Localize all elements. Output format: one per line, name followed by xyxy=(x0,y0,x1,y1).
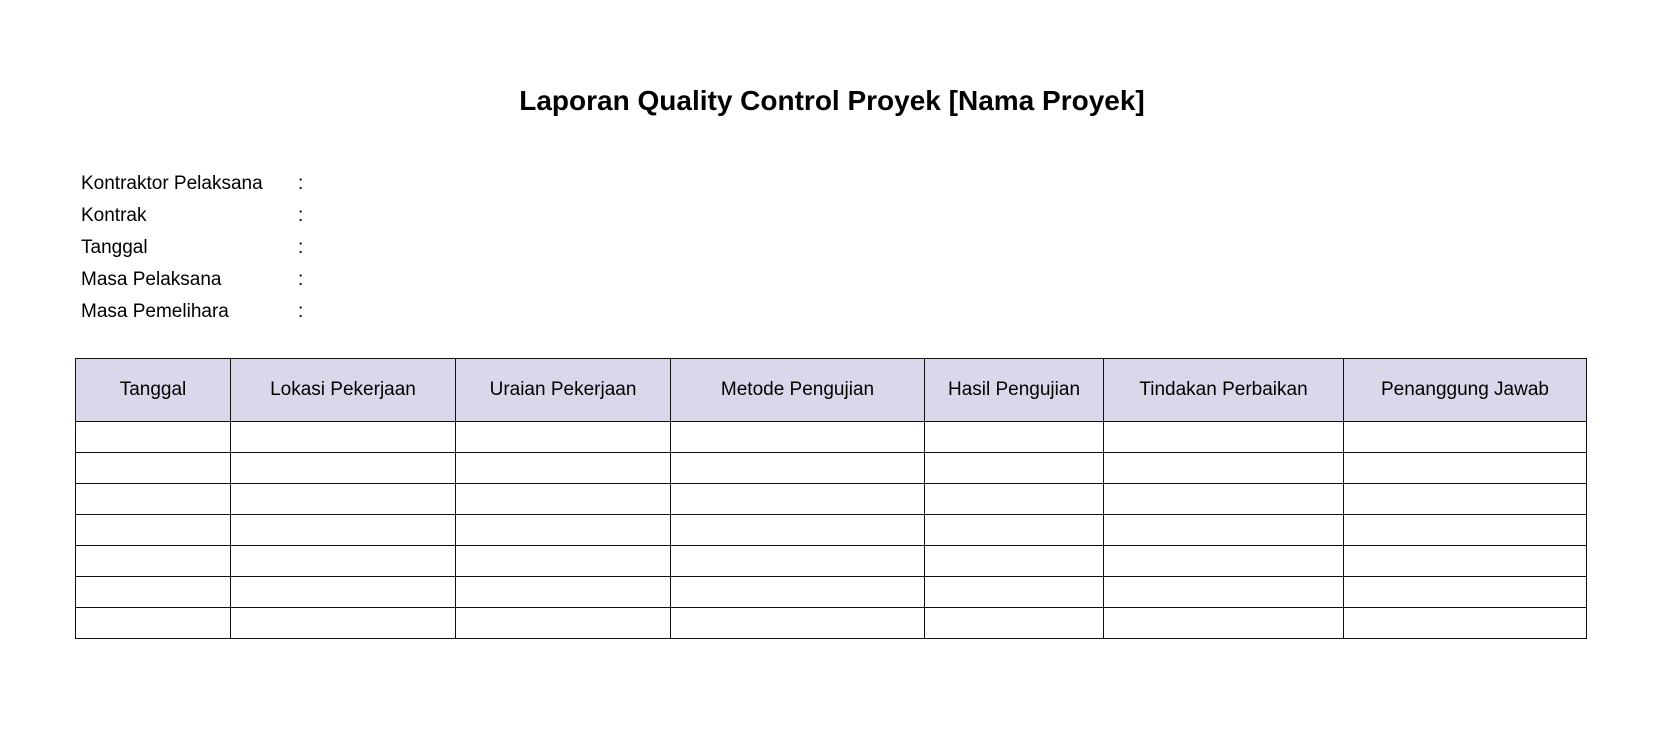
table-cell xyxy=(671,422,925,453)
table-cell xyxy=(76,484,231,515)
table-cell xyxy=(76,608,231,639)
table-cell xyxy=(1344,484,1587,515)
document-title: Laporan Quality Control Proyek [Nama Proyek] xyxy=(519,85,1145,116)
column-header-tanggal: Tanggal xyxy=(76,359,231,422)
table-cell xyxy=(925,515,1104,546)
table-cell xyxy=(671,515,925,546)
table-cell xyxy=(671,484,925,515)
table-cell xyxy=(1344,453,1587,484)
table-cell xyxy=(671,546,925,577)
table-cell xyxy=(1104,577,1344,608)
info-label: Masa Pelaksana xyxy=(81,269,222,290)
info-separator: : xyxy=(298,301,304,322)
table-cell xyxy=(1344,515,1587,546)
info-label: Masa Pemelihara xyxy=(81,301,229,322)
column-header-uraian-pekerjaan: Uraian Pekerjaan xyxy=(456,359,671,422)
table-cell xyxy=(456,546,671,577)
table-cell xyxy=(925,608,1104,639)
table-cell xyxy=(1104,484,1344,515)
table-cell xyxy=(76,515,231,546)
table-cell xyxy=(1104,422,1344,453)
column-header-hasil-pengujian: Hasil Pengujian xyxy=(925,359,1104,422)
info-label: Kontrak xyxy=(81,205,147,226)
table-cell xyxy=(76,577,231,608)
table-cell xyxy=(231,608,456,639)
table-cell xyxy=(925,546,1104,577)
info-separator: : xyxy=(298,237,304,258)
table-cell xyxy=(1104,546,1344,577)
table-cell xyxy=(456,577,671,608)
table-cell xyxy=(456,422,671,453)
table-cell xyxy=(456,515,671,546)
table-cell xyxy=(1344,608,1587,639)
column-header-lokasi-pekerjaan: Lokasi Pekerjaan xyxy=(231,359,456,422)
table-cell xyxy=(456,484,671,515)
table-row xyxy=(76,577,1587,608)
table-row xyxy=(76,422,1587,453)
table-row xyxy=(76,453,1587,484)
table-cell xyxy=(671,577,925,608)
table-row xyxy=(76,484,1587,515)
table-cell xyxy=(231,577,456,608)
column-header-penanggung-jawab: Penanggung Jawab xyxy=(1344,359,1587,422)
column-header-metode-pengujian: Metode Pengujian xyxy=(671,359,925,422)
table-cell xyxy=(231,453,456,484)
info-separator: : xyxy=(298,269,304,290)
table-cell xyxy=(925,484,1104,515)
quality-control-table xyxy=(75,358,1587,639)
table-cell xyxy=(925,422,1104,453)
table-cell xyxy=(1344,577,1587,608)
table-cell xyxy=(1104,515,1344,546)
table-row xyxy=(76,515,1587,546)
table-cell xyxy=(1344,546,1587,577)
table-cell xyxy=(1104,453,1344,484)
table-cell xyxy=(671,453,925,484)
table-row xyxy=(76,546,1587,577)
info-label: Tanggal xyxy=(81,237,148,258)
table-header-row xyxy=(76,359,1587,422)
info-separator: : xyxy=(298,205,304,226)
column-header-tindakan-perbaikan: Tindakan Perbaikan xyxy=(1104,359,1344,422)
info-separator: : xyxy=(298,173,304,194)
table-cell xyxy=(456,608,671,639)
table-cell xyxy=(76,422,231,453)
table-cell xyxy=(925,453,1104,484)
table-row xyxy=(76,608,1587,639)
table-cell xyxy=(76,453,231,484)
table-cell xyxy=(231,515,456,546)
table-cell xyxy=(231,484,456,515)
table-body xyxy=(76,422,1587,639)
info-label: Kontraktor Pelaksana xyxy=(81,173,263,194)
table-cell xyxy=(1344,422,1587,453)
table-cell xyxy=(76,546,231,577)
table-cell xyxy=(925,577,1104,608)
table-cell xyxy=(671,608,925,639)
table-cell xyxy=(1104,608,1344,639)
table-cell xyxy=(231,546,456,577)
table-cell xyxy=(231,422,456,453)
table-cell xyxy=(456,453,671,484)
